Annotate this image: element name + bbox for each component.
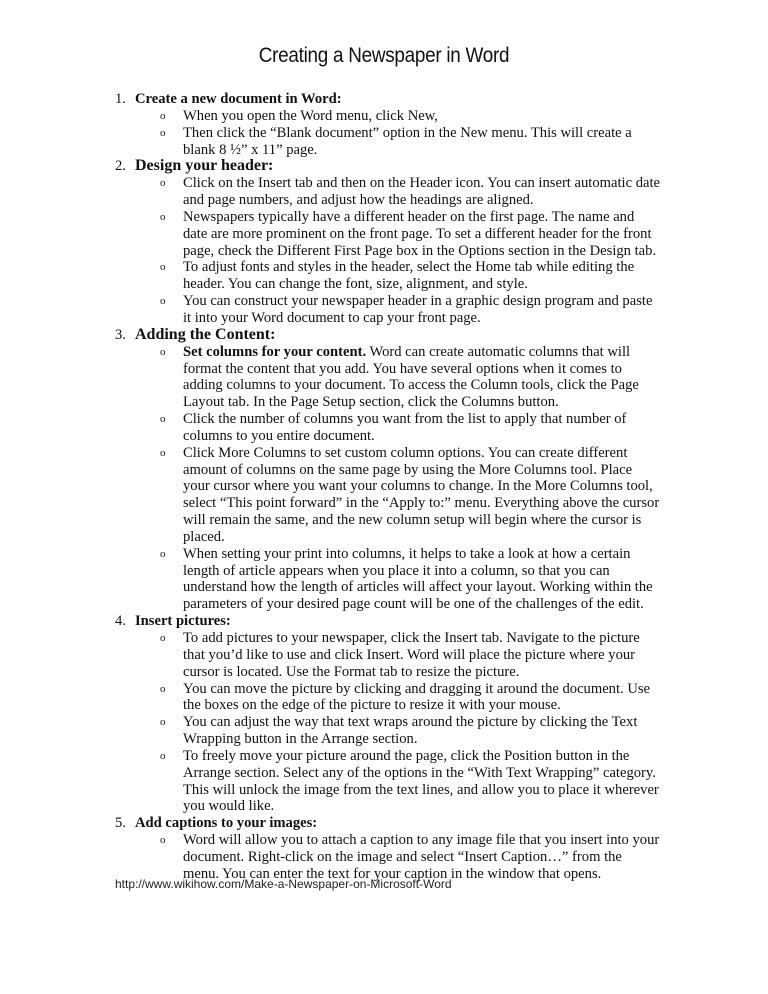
bullet-icon: o — [160, 177, 166, 190]
bullet-icon: o — [160, 547, 166, 560]
item-text: When you open the Word menu, click New, — [183, 107, 438, 124]
section-number: 2. — [115, 158, 126, 175]
item-text: Then click the “Blank document” option in the New menu. This will create a blank 8 ½” x 11” page. — [183, 124, 632, 158]
list-item — [115, 108, 660, 125]
bullet-icon: o — [160, 345, 166, 358]
document-body — [115, 91, 675, 883]
bullet-icon: o — [160, 834, 166, 847]
section-heading-text: Add captions to your images: — [135, 815, 318, 832]
list-item — [115, 175, 660, 209]
list-item — [115, 209, 660, 260]
bullet-icon: o — [160, 295, 166, 308]
section — [115, 613, 675, 815]
bullet-icon: o — [160, 446, 166, 459]
item-text: Click the number of columns you want from the list to apply that number of columns to you entire document. — [183, 411, 627, 444]
section — [115, 815, 675, 882]
list-item — [115, 630, 660, 681]
list-item — [115, 411, 660, 445]
item-text: You can move the picture by clicking and dragging it around the document. Use the boxes on the edge of the picture to resize it with your mouse. — [183, 680, 651, 714]
list-item — [115, 748, 660, 815]
section-number: 1. — [115, 91, 126, 107]
item-text: Click on the Insert tab and then on the Header icon. You can insert automatic date and page numbers, and adjust how the headings are aligned. — [183, 175, 660, 209]
list-item — [115, 714, 660, 748]
item-lead: Set columns for your content. — [183, 343, 367, 360]
bullet-list — [115, 175, 675, 327]
section-heading — [115, 613, 675, 630]
bullet-icon: o — [160, 716, 166, 729]
section-heading — [115, 158, 675, 175]
list-item — [115, 546, 660, 613]
bullet-list — [115, 630, 675, 815]
item-text: To add pictures to your newspaper, click the Insert tab. Navigate to the picture that you’d like to use and click Insert. Word will place the picture where your cursor is located. Use the Format tab to resize the picture. — [183, 630, 640, 680]
document-title: Creating a Newspaper in Word — [258, 44, 510, 67]
section-number: 4. — [115, 613, 126, 630]
item-text: You can construct your newspaper header in a graphic design program and paste it into your Word document to cap your front page. — [183, 293, 653, 326]
list-item — [115, 681, 660, 715]
bullet-icon: o — [160, 749, 166, 762]
list-item — [115, 259, 660, 293]
bullet-icon: o — [160, 126, 166, 139]
bullet-icon: o — [160, 413, 166, 426]
bullet-list — [115, 832, 675, 883]
list-item — [115, 445, 660, 546]
bullet-icon: o — [160, 632, 166, 644]
section — [115, 91, 675, 158]
bullet-list — [115, 344, 675, 614]
section-heading — [115, 815, 675, 832]
list-item — [115, 293, 660, 327]
section-number: 3. — [115, 326, 126, 343]
section — [115, 327, 675, 613]
list-item — [115, 125, 660, 159]
bullet-icon: o — [160, 210, 166, 223]
list-item — [115, 344, 660, 411]
bullet-icon: o — [160, 682, 166, 695]
section-heading-text: Design your header: — [135, 157, 274, 175]
section — [115, 158, 675, 326]
section-heading — [115, 91, 675, 108]
item-text: Newspapers typically have a different header on the first page. The name and date are more prominent on the front page. To set a different header for the front page, check the Different First Page box in the Options section in the Design tab. — [183, 208, 657, 259]
bullet-icon: o — [160, 109, 166, 122]
section-heading-text: Insert pictures: — [135, 613, 231, 630]
item-text: To freely move your picture around the page, click the Position button in the Arrange section. Select any of the options in the “With Text Wrapping” category. This will unlock the image from the text lines, and allow you to place it wherever you would like. — [183, 747, 659, 815]
item-text: Click More Columns to set custom column options. You can create different amount of columns on the same page by using the More Columns tool. Place your cursor where you want your columns to change. In the More Columns tool, select “This point forward” in the “Apply to:” menu. Everything above the cursor will remain the same, and the new column setup will begin where the cursor is placed. — [183, 444, 660, 545]
bullet-list — [115, 108, 675, 159]
item-text: Word will allow you to attach a caption to any image file that you insert into your document. Right-click on the image and select “Insert Caption…” from the menu. You can enter the text for your caption in the window that opens. — [183, 832, 660, 882]
section-heading — [115, 327, 675, 344]
bullet-icon: o — [160, 261, 166, 274]
item-text: When setting your print into columns, it helps to take a look at how a certain length of article appears when you place it into a column, so that you can understand how the length of articles will affect your layout. Working within the parameters of your desired page count will be one of the challenges of the edit. — [183, 545, 653, 613]
item-text: You can adjust the way that text wraps around the picture by clicking the Text Wrapping button in the Arrange section. — [183, 714, 638, 748]
source-url-footer: http://www.wikihow.com/Make-a-Newspaper-on-Microsoft-Word — [115, 877, 452, 891]
section-number: 5. — [115, 815, 126, 832]
section-heading-text: Create a new document in Word: — [135, 91, 342, 107]
item-text: To adjust fonts and styles in the header, select the Home tab while editing the header. You can change the font, size, alignment, and style. — [183, 259, 635, 293]
section-heading-text: Adding the Content: — [135, 325, 276, 343]
item-text: Word can create automatic columns that will format the content that you add. You have several options when it comes to adding columns to your document. To access the Column tools, click the Page Layout tab. In the Page Setup section, click the Columns button. — [183, 343, 639, 411]
list-item — [115, 832, 660, 883]
